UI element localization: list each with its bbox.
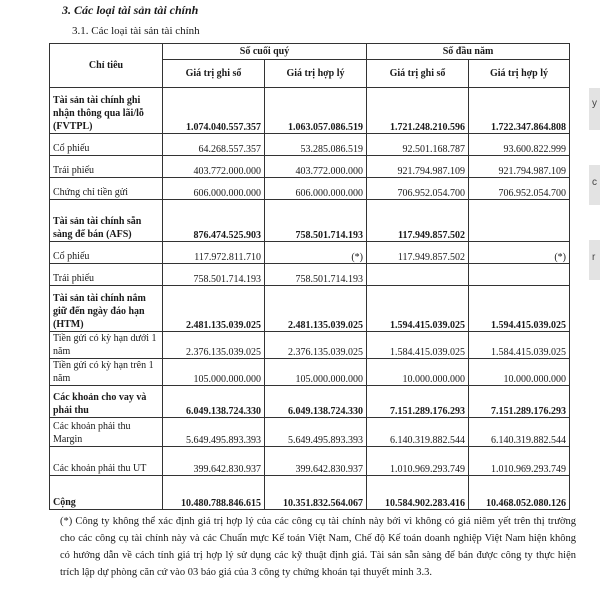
table-row: [50, 359, 570, 386]
cell-v4: 1.722.347.864.808: [469, 88, 570, 134]
col-group-start-of-year: Số đầu năm: [367, 44, 570, 60]
cell-v3: 117.949.857.502: [367, 200, 469, 242]
table-row: [50, 386, 570, 418]
row-label: Các khoản cho vay và phải thu: [50, 386, 163, 418]
col-header-book-value: Giá trị ghi sổ: [367, 60, 469, 88]
cell-v2: 1.063.057.086.519: [265, 88, 367, 134]
cell-v1: 1.074.040.557.357: [163, 88, 265, 134]
cell-v3: 117.949.857.502: [367, 242, 469, 264]
row-label: Tài sản tài chính sẵn sàng để bán (AFS): [50, 200, 163, 242]
cell-v1: 399.642.830.937: [163, 447, 265, 476]
col-group-end-of-quarter: Số cuối quý: [163, 44, 367, 60]
cell-v4: 1.010.969.293.749: [469, 447, 570, 476]
cell-v1: 403.772.000.000: [163, 156, 265, 178]
row-label: Tài sản tài chính ghi nhận thông qua lãi/lỗ (FVTPL): [50, 88, 163, 134]
page-edge-fragment: [589, 165, 600, 205]
col-header-item: Chỉ tiêu: [50, 44, 163, 88]
table-row: [50, 242, 570, 264]
cell-v3: 1.721.248.210.596: [367, 88, 469, 134]
cell-v1: 2.376.135.039.025: [163, 332, 265, 359]
subsection-heading: 3.1. Các loại tài sản tài chính: [72, 25, 200, 37]
edge-letter: y: [592, 98, 597, 109]
cell-v1: 64.268.557.357: [163, 134, 265, 156]
cell-v4: 7.151.289.176.293: [469, 386, 570, 418]
cell-v2: 758.501.714.193: [265, 200, 367, 242]
cell-v3: 706.952.054.700: [367, 178, 469, 200]
cell-v2: 6.049.138.724.330: [265, 386, 367, 418]
cell-v3: 1.594.415.039.025: [367, 286, 469, 332]
cell-v4: [469, 200, 570, 242]
cell-v2: 399.642.830.937: [265, 447, 367, 476]
cell-v3: 10.000.000.000: [367, 359, 469, 386]
col-header-fair-value: Giá trị hợp lý: [265, 60, 367, 88]
table-row: [50, 134, 570, 156]
page-edge-fragment: [589, 240, 600, 280]
edge-letter: c: [592, 177, 597, 188]
cell-v2: 758.501.714.193: [265, 264, 367, 286]
cell-v2: (*): [265, 242, 367, 264]
table-row: [50, 332, 570, 359]
cell-v4: 10.468.052.080.126: [469, 476, 570, 510]
cell-v3: 1.584.415.039.025: [367, 332, 469, 359]
table-body: [50, 88, 570, 510]
cell-v3: 6.140.319.882.544: [367, 418, 469, 447]
cell-v1: 876.474.525.903: [163, 200, 265, 242]
cell-v2: 403.772.000.000: [265, 156, 367, 178]
cell-v2: 2.481.135.039.025: [265, 286, 367, 332]
cell-v3: 10.584.902.283.416: [367, 476, 469, 510]
row-label: Tài sản tài chính nắm giữ đến ngày đáo hạn (HTM): [50, 286, 163, 332]
cell-v1: 10.480.788.846.615: [163, 476, 265, 510]
cell-v2: 606.000.000.000: [265, 178, 367, 200]
cell-v4: 10.000.000.000: [469, 359, 570, 386]
cell-v4: 1.584.415.039.025: [469, 332, 570, 359]
row-label: Trái phiếu: [50, 264, 163, 286]
cell-v2: 53.285.086.519: [265, 134, 367, 156]
col-header-book-value: Giá trị ghi sổ: [163, 60, 265, 88]
cell-v1: 117.972.811.710: [163, 242, 265, 264]
row-label: Cổ phiếu: [50, 242, 163, 264]
row-label: Cộng: [50, 476, 163, 510]
col-header-fair-value: Giá trị hợp lý: [469, 60, 570, 88]
cell-v2: 2.376.135.039.025: [265, 332, 367, 359]
edge-letter: r: [592, 252, 596, 263]
row-label: Tiền gửi có kỳ hạn dưới 1 năm: [50, 332, 163, 359]
row-label: Các khoản phải thu Margin: [50, 418, 163, 447]
row-label: Chứng chỉ tiền gửi: [50, 178, 163, 200]
cell-v3: [367, 264, 469, 286]
cell-v4: 921.794.987.109: [469, 156, 570, 178]
cell-v3: 92.501.168.787: [367, 134, 469, 156]
cell-v3: 1.010.969.293.749: [367, 447, 469, 476]
cell-v2: 10.351.832.564.067: [265, 476, 367, 510]
table-row: [50, 200, 570, 242]
row-label: Các khoản phải thu UT: [50, 447, 163, 476]
cell-v4: (*): [469, 242, 570, 264]
cell-v4: 706.952.054.700: [469, 178, 570, 200]
table-row: [50, 418, 570, 447]
table-row: [50, 264, 570, 286]
cell-v1: 5.649.495.893.393: [163, 418, 265, 447]
table-row: [50, 156, 570, 178]
cell-v1: 6.049.138.724.330: [163, 386, 265, 418]
cell-v3: 921.794.987.109: [367, 156, 469, 178]
cell-v3: 7.151.289.176.293: [367, 386, 469, 418]
row-label: Cổ phiếu: [50, 134, 163, 156]
row-label: Trái phiếu: [50, 156, 163, 178]
cell-v1: 105.000.000.000: [163, 359, 265, 386]
cell-v4: 1.594.415.039.025: [469, 286, 570, 332]
table-row: [50, 88, 570, 134]
table-row: [50, 447, 570, 476]
footnote: (*) Công ty không thể xác định giá trị hợp lý của các công cụ tài chính này bởi vì không có giá niêm yết trên thị trường cho các công cụ tài chính này và các Chuẩn mực Kế toán Việt Nam, Chế độ Kế toán doanh nghiệp Việt Nam hiện không có hướng dẫn về cách tính giá trị hợp lý sử dụng các kỹ thuật định giá. Tài sản sẵn sàng để bán được công ty thực hiện trích lập dự phòng căn cứ vào 03 báo giá của 3 công ty chứng khoán tại thuyết minh 3.3.: [60, 516, 576, 578]
table-row: [50, 476, 570, 510]
cell-v2: 105.000.000.000: [265, 359, 367, 386]
cell-v2: 5.649.495.893.393: [265, 418, 367, 447]
page-edge-fragment: [589, 88, 600, 130]
cell-v4: [469, 264, 570, 286]
cell-v4: 93.600.822.999: [469, 134, 570, 156]
table-row: [50, 178, 570, 200]
financial-assets-table: [49, 43, 570, 510]
cell-v1: 758.501.714.193: [163, 264, 265, 286]
cell-v1: 2.481.135.039.025: [163, 286, 265, 332]
cell-v1: 606.000.000.000: [163, 178, 265, 200]
row-label: Tiền gửi có kỳ hạn trên 1 năm: [50, 359, 163, 386]
section-heading: 3. Các loại tài sản tài chính: [62, 3, 199, 17]
table-row: [50, 286, 570, 332]
cell-v4: 6.140.319.882.544: [469, 418, 570, 447]
